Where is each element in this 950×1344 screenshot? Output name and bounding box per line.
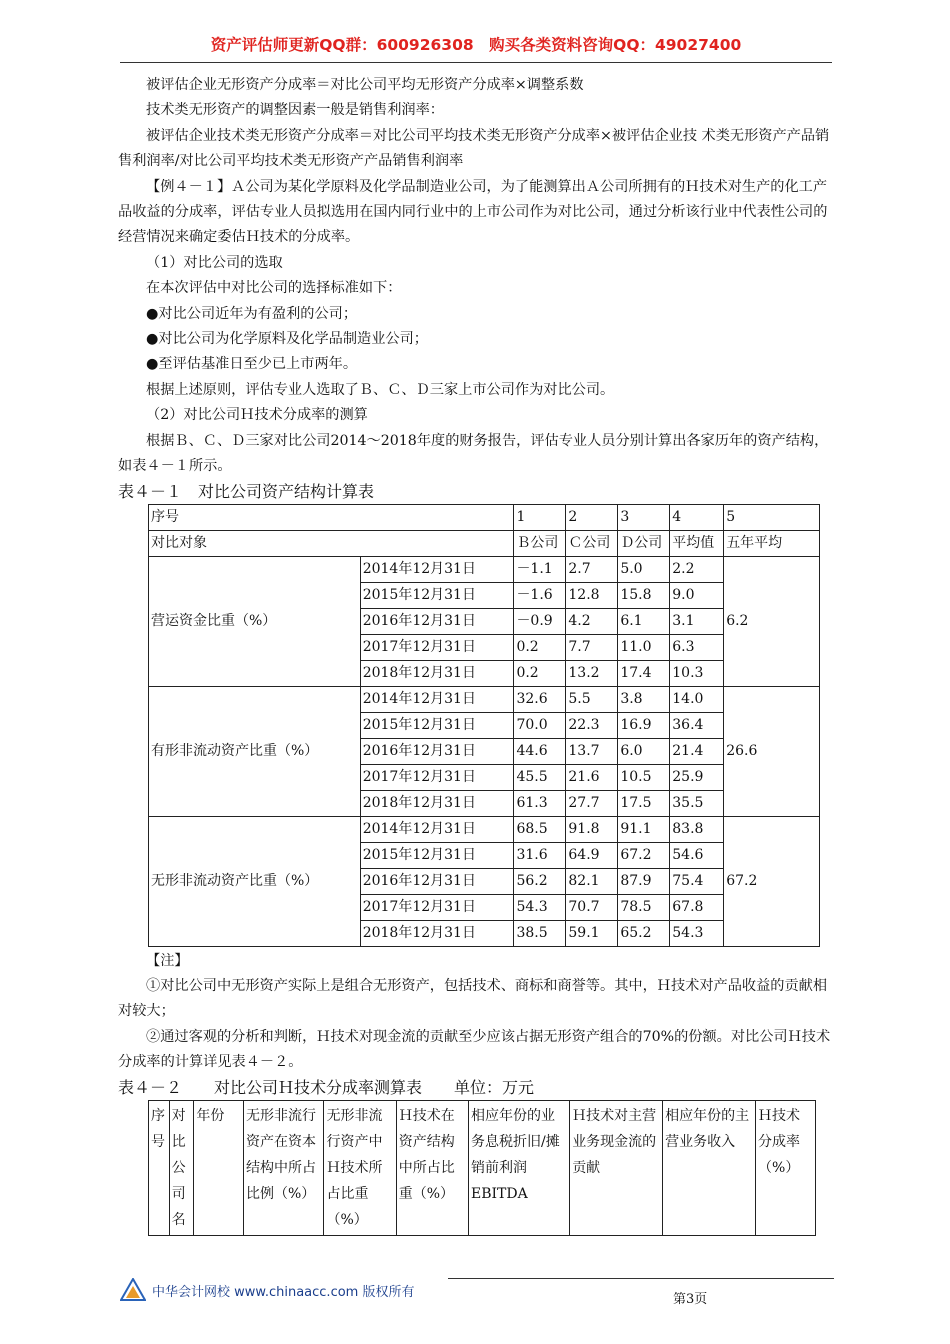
d-value-cell: 17.4 [618,660,670,686]
page-body [118,73,838,1236]
page-number: 第3页 [673,1292,708,1307]
paragraph: 根据上述原则，评估专业人选取了Ｂ、Ｃ、Ｄ三家上市公司作为对比公司。 [146,381,615,398]
column-header: 平均值 [670,530,724,556]
paragraph: 技术类无形资产的调整因素一般是销售利润率： [146,102,444,119]
bullet-item: ●对比公司近年为有盈利的公司； [146,305,358,322]
c-value-cell: 7.7 [566,634,618,660]
date-cell: 2017年12月31日 [360,764,514,790]
date-cell: 2014年12月31日 [360,816,514,842]
d-value-cell: 6.0 [618,738,670,764]
avg-value-cell: 25.9 [670,764,724,790]
b-value-cell: －1.1 [514,556,566,582]
table2-header-cell: 无形非流行资产中Ｈ技术所占比重（%） [324,1100,396,1235]
b-value-cell: －1.6 [514,582,566,608]
c-value-cell: 2.7 [566,556,618,582]
note-item: ②通过客观的分析和判断，Ｈ技术对现金流的贡献至少应该占据无形资产组合的70%的份额。对比公司Ｈ技术分成率的计算详见表４－２。 [118,1028,831,1071]
page-footer [118,1272,834,1312]
c-value-cell: 21.6 [566,764,618,790]
seq-number: 2 [566,504,618,530]
avg-value-cell: 14.0 [670,686,724,712]
b-value-cell: 38.5 [514,920,566,946]
group-name: 无形非流动资产比重（%） [149,816,361,946]
date-cell: 2018年12月31日 [360,920,514,946]
asset-structure-table [148,504,820,947]
avg-value-cell: 3.1 [670,608,724,634]
table2-header-cell: Ｈ技术分成率（%） [756,1100,816,1235]
group-name: 营运资金比重（%） [149,556,361,686]
table2-header-cell: 年份 [194,1100,244,1235]
footer-divider [448,1278,834,1279]
b-value-cell: 61.3 [514,790,566,816]
paragraph: （1）对比公司的选取 [146,254,283,271]
seq-label: 序号 [149,504,514,530]
five-year-avg-cell: 26.6 [724,686,820,816]
b-value-cell: 0.2 [514,634,566,660]
bullet-item: ●对比公司为化学原料及化学品制造业公司； [146,331,428,348]
paragraph: 被评估企业技术类无形资产分成率＝对比公司平均技术类无形资产分成率×被评估企业技 术类无形资产产品销售利润率/对比公司平均技术类无形资产产品销售利润率 [118,127,830,170]
date-cell: 2014年12月31日 [360,556,514,582]
d-value-cell: 10.5 [618,764,670,790]
column-header: Ｃ公司 [566,530,618,556]
avg-value-cell: 54.6 [670,842,724,868]
seq-number: 3 [618,504,670,530]
group-name: 有形非流动资产比重（%） [149,686,361,816]
notes-title: 【注】 [146,952,189,969]
b-value-cell: －0.9 [514,608,566,634]
footer-copyright: 中华会计网校 www.chinaacc.com 版权所有 [152,1285,415,1300]
d-value-cell: 91.1 [618,816,670,842]
table-row [149,816,820,842]
avg-value-cell: 21.4 [670,738,724,764]
date-cell: 2015年12月31日 [360,582,514,608]
d-value-cell: 11.0 [618,634,670,660]
paragraph: 根据Ｂ、Ｃ、Ｄ三家对比公司2014～2018年度的财务报告，评估专业人员分别计算出各家历年的资产结构，如表４－１所示。 [118,432,829,475]
d-value-cell: 6.1 [618,608,670,634]
school-logo-icon [120,1278,146,1302]
table2-header-cell: 对比公司名 [169,1100,194,1235]
table2-header-cell: Ｈ技术在资产结构中所占比重（%） [396,1100,468,1235]
bullet-item: ●至评估基准日至少已上市两年。 [146,356,358,373]
d-value-cell: 87.9 [618,868,670,894]
b-value-cell: 70.0 [514,712,566,738]
d-value-cell: 78.5 [618,894,670,920]
five-year-avg-cell: 6.2 [724,556,820,686]
d-value-cell: 65.2 [618,920,670,946]
table2-header-row [149,1100,816,1235]
avg-value-cell: 75.4 [670,868,724,894]
table1-caption: 表４－１ 对比公司资产结构计算表 [118,481,375,501]
table-row [149,686,820,712]
avg-value-cell: 9.0 [670,582,724,608]
table2-header-cell: 序号 [149,1100,170,1235]
note-item: ①对比公司中无形资产实际上是组合无形资产，包括技术、商标和商誉等。其中，Ｈ技术对产品收益的贡献相对较大； [118,977,828,1020]
date-cell: 2016年12月31日 [360,868,514,894]
date-cell: 2014年12月31日 [360,686,514,712]
avg-value-cell: 36.4 [670,712,724,738]
d-value-cell: 15.8 [618,582,670,608]
c-value-cell: 70.7 [566,894,618,920]
column-header: Ｂ公司 [514,530,566,556]
header-text: 资产评估师更新QQ群：600926308 购买各类资料咨询QQ：49027400 [210,36,742,54]
table2-header-cell: Ｈ技术对主营业务现金流的贡献 [570,1100,663,1235]
date-cell: 2015年12月31日 [360,712,514,738]
table2-header-cell: 相应年份的主营业务收入 [663,1100,756,1235]
table1-header-row [149,530,820,556]
split-rate-table [148,1100,816,1236]
column-header: 五年平均 [724,530,820,556]
d-value-cell: 16.9 [618,712,670,738]
paragraph: 【例４－１】Ａ公司为某化学原料及化学品制造业公司，为了能测算出Ａ公司所拥有的Ｈ技术对生产的化工产品收益的分成率，评估专业人员拟选用在国内同行业中的上市公司作为对比公司，通过分析该行业中代表性公司的经营情况来确定委估Ｈ技术的分成率。 [118,178,828,246]
c-value-cell: 22.3 [566,712,618,738]
b-value-cell: 31.6 [514,842,566,868]
date-cell: 2018年12月31日 [360,790,514,816]
date-cell: 2018年12月31日 [360,660,514,686]
b-value-cell: 54.3 [514,894,566,920]
table2-header-cell: 无形非流行资产在资本结构中所占比例（%） [243,1100,324,1235]
c-value-cell: 59.1 [566,920,618,946]
seq-number: 1 [514,504,566,530]
c-value-cell: 27.7 [566,790,618,816]
d-value-cell: 67.2 [618,842,670,868]
table1-seq-row [149,504,820,530]
table2-header-cell: 相应年份的业务息税折旧/摊销前利润EBITDA [469,1100,570,1235]
seq-number: 5 [724,504,820,530]
c-value-cell: 82.1 [566,868,618,894]
b-value-cell: 45.5 [514,764,566,790]
d-value-cell: 3.8 [618,686,670,712]
c-value-cell: 64.9 [566,842,618,868]
d-value-cell: 17.5 [618,790,670,816]
avg-value-cell: 2.2 [670,556,724,582]
c-value-cell: 12.8 [566,582,618,608]
date-cell: 2017年12月31日 [360,894,514,920]
date-cell: 2016年12月31日 [360,738,514,764]
paragraph: 在本次评估中对比公司的选择标准如下： [146,280,402,297]
c-value-cell: 91.8 [566,816,618,842]
page-header [120,34,832,63]
b-value-cell: 44.6 [514,738,566,764]
d-value-cell: 5.0 [618,556,670,582]
table2-caption: 表４－２ 对比公司Ｈ技术分成率测算表 单位：万元 [118,1077,535,1097]
c-value-cell: 13.2 [566,660,618,686]
avg-value-cell: 54.3 [670,920,724,946]
b-value-cell: 32.6 [514,686,566,712]
b-value-cell: 0.2 [514,660,566,686]
paragraph: 被评估企业无形资产分成率＝对比公司平均无形资产分成率×调整系数 [146,77,584,93]
avg-value-cell: 83.8 [670,816,724,842]
b-value-cell: 56.2 [514,868,566,894]
c-value-cell: 5.5 [566,686,618,712]
avg-value-cell: 35.5 [670,790,724,816]
avg-value-cell: 10.3 [670,660,724,686]
date-cell: 2016年12月31日 [360,608,514,634]
c-value-cell: 4.2 [566,608,618,634]
c-value-cell: 13.7 [566,738,618,764]
paragraph: （2）对比公司Ｈ技术分成率的测算 [146,407,368,424]
table-row [149,556,820,582]
avg-value-cell: 67.8 [670,894,724,920]
b-value-cell: 68.5 [514,816,566,842]
date-cell: 2017年12月31日 [360,634,514,660]
column-header: Ｄ公司 [618,530,670,556]
object-label: 对比对象 [149,530,514,556]
date-cell: 2015年12月31日 [360,842,514,868]
avg-value-cell: 6.3 [670,634,724,660]
seq-number: 4 [670,504,724,530]
five-year-avg-cell: 67.2 [724,816,820,946]
